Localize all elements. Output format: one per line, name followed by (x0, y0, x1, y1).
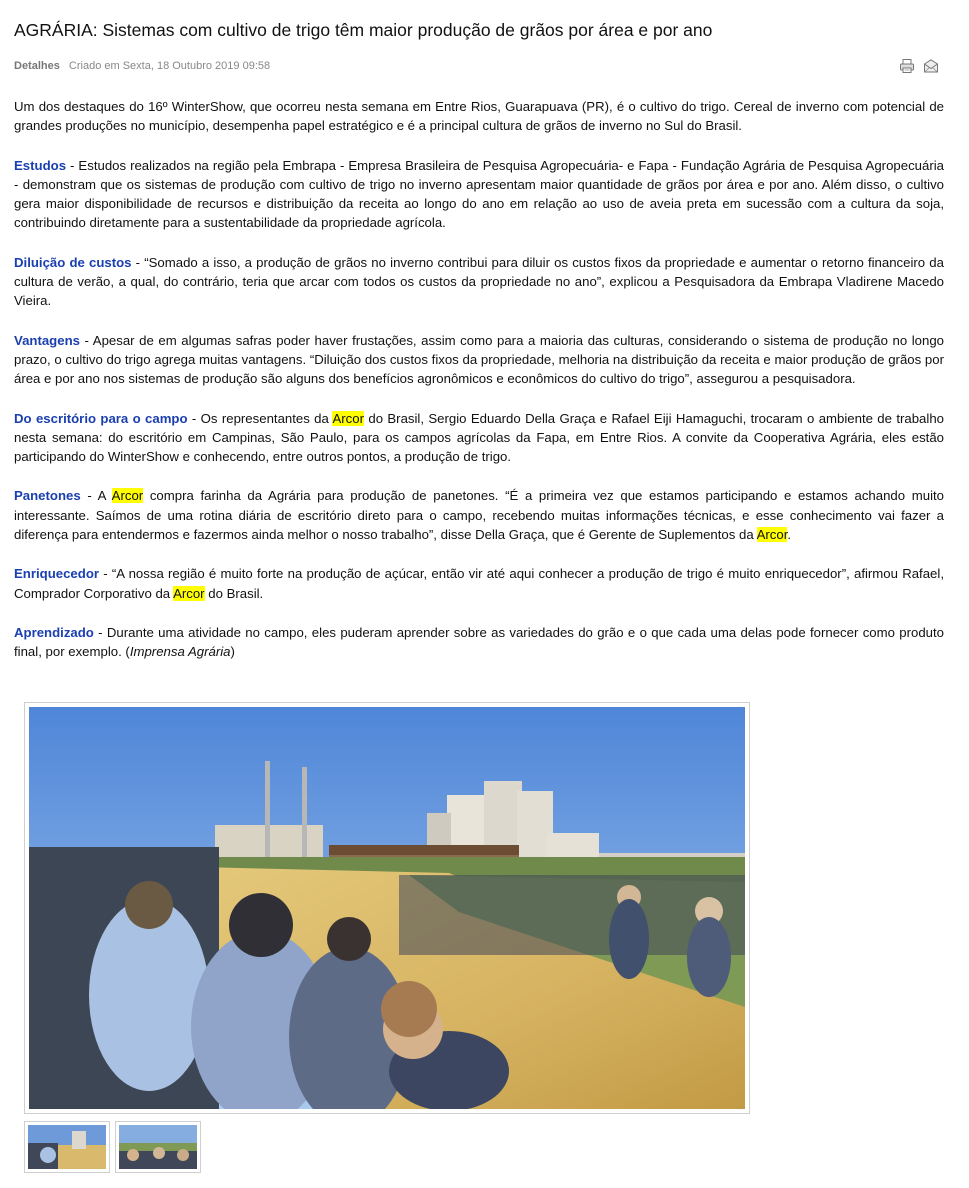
print-icon[interactable] (899, 58, 915, 74)
lead-estudos[interactable]: Estudos (14, 157, 67, 173)
paragraph-estudos: Estudos - Estudos realizados na região pela Embrapa - Empresa Brasileira de Pesquisa Agropecuária- e Fapa - Fundação Agrária de Pesquisa Agropecuária - demonstram que os sistemas de produção com cultivo de trigo no inverno apresentam maior quantidade de grãos por área e por ano. Além disso, o cultivo gera maior disponibilidade de recursos e distribuição da receita ao longo do ano em relação ao uso de aveia preta em sucessão com a cultura da soja, contribuindo diretamente para a sustentabilidade da propriedade agrícola. (14, 157, 944, 231)
article-body (14, 97, 944, 682)
paragraph-panetones: Panetones - A Arcor compra farinha da Agrária para produção de panetones. “É a primeira vez que estamos participando e estamos achando muito interessante. Saímos de uma rotina diária de escritório direto para o campo, recebendo muitas informações técnicas, e esse conhecimento vai fazer a diferença para entendermos e fazermos ainda melhor o nosso trabalho”, disse Della Graça, que é Gerente de Suplementos da Arcor. (14, 488, 944, 543)
highlight-arcor: Arcor (173, 585, 205, 601)
thumbnail-photo-2[interactable] (115, 1121, 201, 1173)
highlight-arcor: Arcor (111, 488, 144, 504)
lead-aprendizado[interactable]: Aprendizado (14, 624, 94, 640)
email-icon[interactable] (923, 58, 939, 74)
source-credit: Imprensa Agrária (129, 644, 231, 660)
intro-paragraph: Um dos destaques do 16º WinterShow, que ocorreu nesta semana em Entre Rios, Guarapuava (PR), é o cultivo do trigo. Cereal de inverno com potencial de grandes produções no município, desempenha papel estratégico e é a principal cultura de grãos de inverno no Sul do Brasil. (14, 99, 944, 134)
article-title: AGRÁRIA: Sistemas com cultivo de trigo têm maior produção de grãos por área e por ano (14, 20, 713, 40)
paragraph-escritorio: Do escritório para o campo - Os representantes da Arcor do Brasil, Sergio Eduardo Della Graça e Rafael Eiji Hamaguchi, trocaram o ambiente de trabalho nesta semana: do escritório em Campinas, São Paulo, para os campos agrícolas da Fapa, em Entre Rios. A convite da Cooperativa Agrária, eles estão participando do WinterShow e conhecendo, entre outros pontos, a produção de trigo. (14, 410, 944, 465)
paragraph-enriquecedor: Enriquecedor - “A nossa região é muito forte na produção de açúcar, então vir até aqui conhecer a produção de trigo é muito enriquecedor”, afirmou Rafael, Comprador Corporativo da Arcor do Brasil. (14, 566, 944, 601)
article-meta (14, 60, 270, 72)
paragraph-vantagens: Vantagens - Apesar de em algumas safras poder haver frustações, assim como para a maioria das culturas, considerando o sistema de produção no longo prazo, o cultivo do trigo agrega muitas vantagens. “Diluição dos custos fixos da propriedade, melhoria na distribuição da receita e maior produção de grãos por área e por ano nos sistemas de produção são alguns dos benefícios agronômicos e econômicos do cultivo do trigo”, assegurou a pesquisadora. (14, 332, 944, 387)
highlight-arcor: Arcor (756, 527, 788, 543)
lead-panetones[interactable]: Panetones (14, 488, 81, 504)
lead-vantagens[interactable]: Vantagens (14, 332, 80, 348)
lead-diluicao[interactable]: Diluição de custos (14, 254, 132, 270)
paragraph-diluicao: Diluição de custos - “Somado a isso, a produção de grãos no inverno contribui para diluir os custos fixos da propriedade e aumentar o retorno financeiro da cultura de verão, a qual, do contrário, teria que arcar com todos os custos da propriedade no ano”, explicou a Pesquisadora da Embrapa Vladirene Macedo Vieira. (14, 254, 944, 309)
created-date: Criado em Sexta, 18 Outubro 2019 09:58 (68, 60, 271, 72)
lead-escritorio[interactable]: Do escritório para o campo (14, 410, 188, 426)
paragraph-aprendizado: Aprendizado - Durante uma atividade no campo, eles puderam aprender sobre as variedades do grão e o que cada uma delas pode fornecer como produto final, por exemplo. (Imprensa Agrária) (14, 624, 944, 660)
details-label: Detalhes (14, 60, 60, 72)
lead-enriquecedor[interactable]: Enriquecedor (14, 566, 100, 582)
wheat-field-visit-photo[interactable] (29, 707, 745, 1109)
thumbnail-photo-1[interactable] (24, 1121, 110, 1173)
main-photo-frame (24, 702, 750, 1114)
highlight-arcor: Arcor (332, 410, 364, 426)
